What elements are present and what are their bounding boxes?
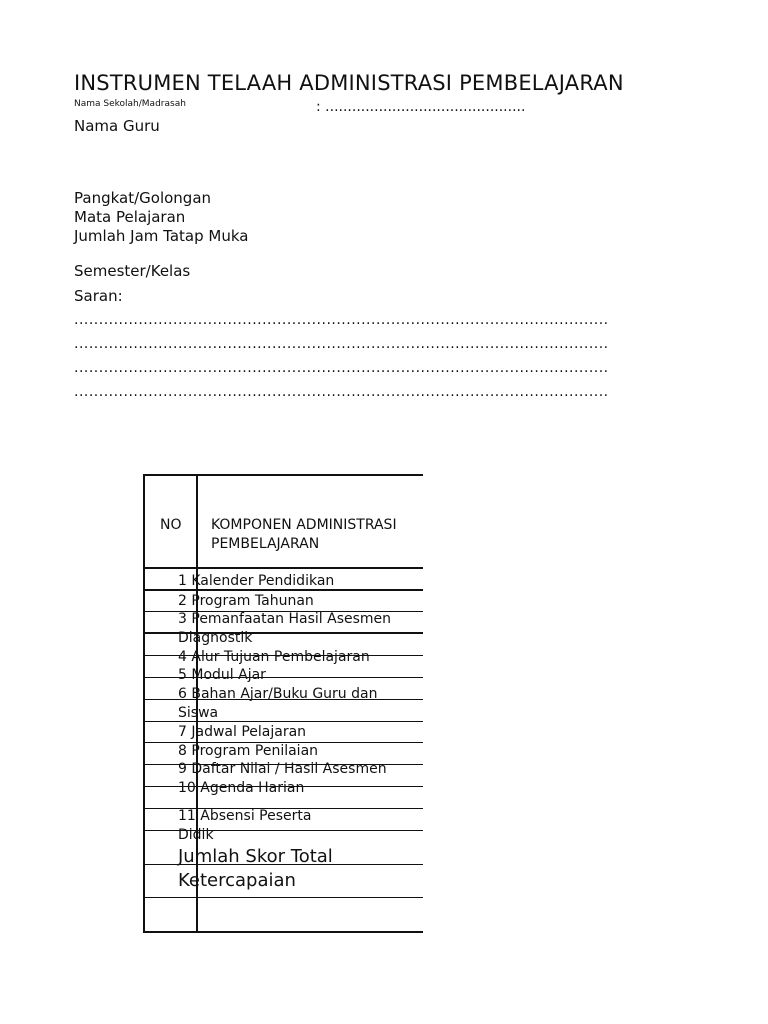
table-rule	[143, 474, 423, 476]
suggestion-line: ............................................................................................................	[74, 384, 609, 400]
table-rule	[143, 721, 423, 722]
header-component-cont: PEMBELAJARAN	[211, 536, 320, 552]
row-text: Alur Tujuan Pembelajaran	[191, 649, 370, 665]
table-row	[178, 761, 387, 777]
table-row	[178, 573, 334, 589]
row-no: 1	[178, 573, 187, 589]
suggestion-label: Saran:	[74, 287, 123, 305]
header-no: NO	[160, 517, 182, 533]
school-value-dots: : .............................................	[316, 99, 526, 115]
table-row	[178, 649, 370, 665]
table-row	[178, 611, 391, 627]
row-text: Kalender Pendidikan	[191, 573, 335, 589]
row-text: Modul Ajar	[191, 667, 266, 683]
row-no: 7	[178, 724, 187, 740]
achievement-label: Ketercapaian	[178, 870, 296, 891]
table-rule	[143, 589, 423, 591]
table-row	[178, 743, 318, 759]
row-no: 2	[178, 593, 187, 609]
row-no: 3	[178, 611, 187, 627]
row-no: 5	[178, 667, 187, 683]
row-text: Bahan Ajar/Buku Guru dan	[191, 686, 378, 702]
table-row	[178, 808, 311, 824]
row-no: 8	[178, 743, 187, 759]
table-rule	[143, 931, 423, 933]
row-text: Agenda Harian	[200, 780, 305, 796]
document-title: INSTRUMEN TELAAH ADMINISTRASI PEMBELAJARAN	[74, 71, 624, 95]
table-row	[178, 593, 314, 609]
row-text: Program Penilaian	[191, 743, 319, 759]
row-text-wrap: Diagnostik	[178, 630, 253, 646]
row-no: 10	[178, 780, 196, 796]
total-score-label: Jumlah Skor Total	[178, 846, 333, 867]
table-row	[178, 724, 306, 740]
row-text: Program Tahunan	[191, 593, 314, 609]
suggestion-line: ............................................................................................................	[74, 336, 609, 352]
table-row	[178, 686, 377, 702]
row-text-wrap: Siswa	[178, 705, 219, 721]
suggestion-line: ............................................................................................................	[74, 312, 609, 328]
header-component: KOMPONEN ADMINISTRASI	[211, 517, 397, 533]
row-text: Pemanfaatan Hasil Asesmen	[191, 611, 392, 627]
row-text: Jadwal Pelajaran	[191, 724, 307, 740]
row-no: 11	[178, 808, 196, 824]
suggestion-line: ............................................................................................................	[74, 360, 609, 376]
school-label: Nama Sekolah/Madrasah	[74, 99, 186, 109]
table-rule	[143, 567, 423, 569]
table-row	[178, 667, 266, 683]
subject-label: Mata Pelajaran	[74, 208, 186, 226]
row-no: 4	[178, 649, 187, 665]
table-rule	[143, 897, 423, 898]
row-text: Absensi Peserta	[200, 808, 312, 824]
teacher-label: Nama Guru	[74, 117, 160, 135]
hours-label: Jumlah Jam Tatap Muka	[74, 227, 249, 245]
row-no: 9	[178, 761, 187, 777]
row-no: 6	[178, 686, 187, 702]
table-row	[178, 780, 304, 796]
semester-label: Semester/Kelas	[74, 262, 191, 280]
rank-label: Pangkat/Golongan	[74, 189, 212, 207]
row-text-wrap: Didik	[178, 827, 214, 843]
row-text: Daftar Nilai / Hasil Asesmen	[191, 761, 387, 777]
